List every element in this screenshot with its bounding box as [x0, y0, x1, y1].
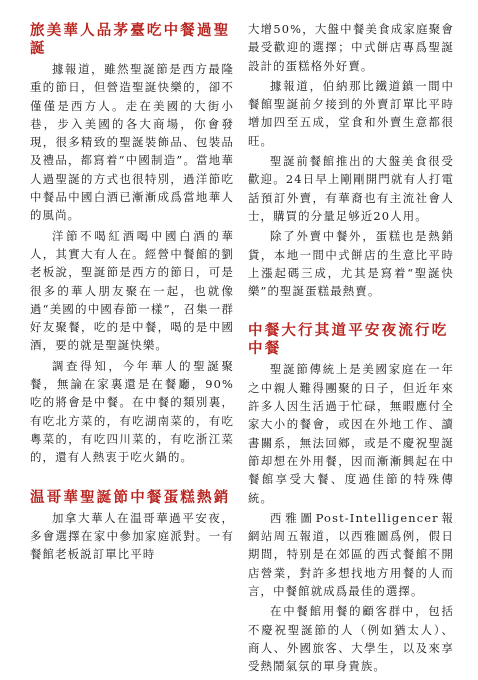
right-column	[248, 20, 454, 680]
paragraph-continued: 大增50%，大盤中餐美食成家庭聚會最受歡迎的選擇；中式餅店專爲聖誕設計的蛋糕格外好賣。	[248, 22, 454, 73]
paragraph: 聖誕前餐館推出的大盤美食很受歡迎。24日早上剛剛開門就有人打電話預訂外賣，有華裔也有主流社會人士，購買的分量足够近20人用。	[248, 154, 454, 223]
heading-vancouver-cake: 温哥華聖誕節中餐蛋糕熱銷	[30, 488, 231, 506]
paragraph: 在中餐館用餐的顧客群中，包括不慶祝聖誕節的人（例如猶太人）、商人、外國旅客、大學生，以及來享受熱鬧氣氛的單身貴族。	[248, 604, 454, 674]
paragraph: 據報道，雖然聖誕節是西方最隆重的節日，但營造聖誕快樂的，卻不僅僅是西方人。走在美國的大街小巷，步入美國的各大商場，你會發現，很多精致的聖誕裝飾品、包裝品及禮品，都寫着“中國制造”。當地華人過聖誕的方式也很特別，過洋節吃中餐品中國白酒已漸漸成爲當地華人的風尚。	[30, 62, 234, 223]
paragraph: 加拿大華人在温哥華過平安夜，多會選擇在家中參加家庭派對。一有餐館老板説訂單比平時	[30, 510, 234, 562]
paragraph: 除了外賣中餐外，蛋糕也是熱銷貨，本地一間中式餅店的生意比平時上漲起碼三成，尤其是寫着“聖誕快樂”的聖誕蛋糕最熱賣。	[248, 229, 454, 299]
paragraph: 西雅圖Post-Intelligencer報網站周五報道，以西雅圖爲例，假日期間，特别是在郊區的西式餐館不開店營業，對許多想找地方用餐的人而言，中餐館就成爲最佳的選擇。	[248, 510, 454, 599]
heading-christmas-eve-chinese-food: 中餐大行其道平安夜流行吃中餐	[248, 322, 449, 358]
paragraph: 據報道，伯納那比鐵道鎮一間中餐館聖誕前夕接到的外賣訂單比平時增加四至五成，堂食和外賣生意都很旺。	[248, 78, 454, 148]
left-column	[30, 22, 234, 680]
paragraph: 調查得知，今年華人的聖誕聚餐，無論在家裏還是在餐廳，90%吃的將會是中餐。在中餐的類別裏，有吃北方菜的，有吃湖南菜的，有吃粵菜的，有吃四川菜的，有吃浙江菜的，還有人熱衷于吃火鍋的。	[30, 358, 234, 465]
paragraph: 聖誕節傳統上是美國家庭在一年之中親人難得團聚的日子，但近年來許多人因生活過于忙碌，無暇應付全家大小的餐會，或因在外地工作、讀書關系，無法回鄉，或是不慶祝聖誕節却想在外用餐，因而漸漸興起在中餐館享受大餐、度過佳節的特殊傳統。	[248, 362, 454, 505]
paragraph: 洋節不喝紅酒喝中國白酒的華人，其實大有人在。經營中餐館的劉老板說，聖誕節是西方的節日，可是很多的華人朋友聚在一起，也就像過“美國的中國春節一樣”，召集一群好友聚餐，吃的是中餐，喝的是中國酒，要的就是聖誕快樂。	[30, 228, 234, 353]
heading-maotai-christmas: 旅美華人品茅臺吃中餐過聖誕	[30, 22, 231, 57]
